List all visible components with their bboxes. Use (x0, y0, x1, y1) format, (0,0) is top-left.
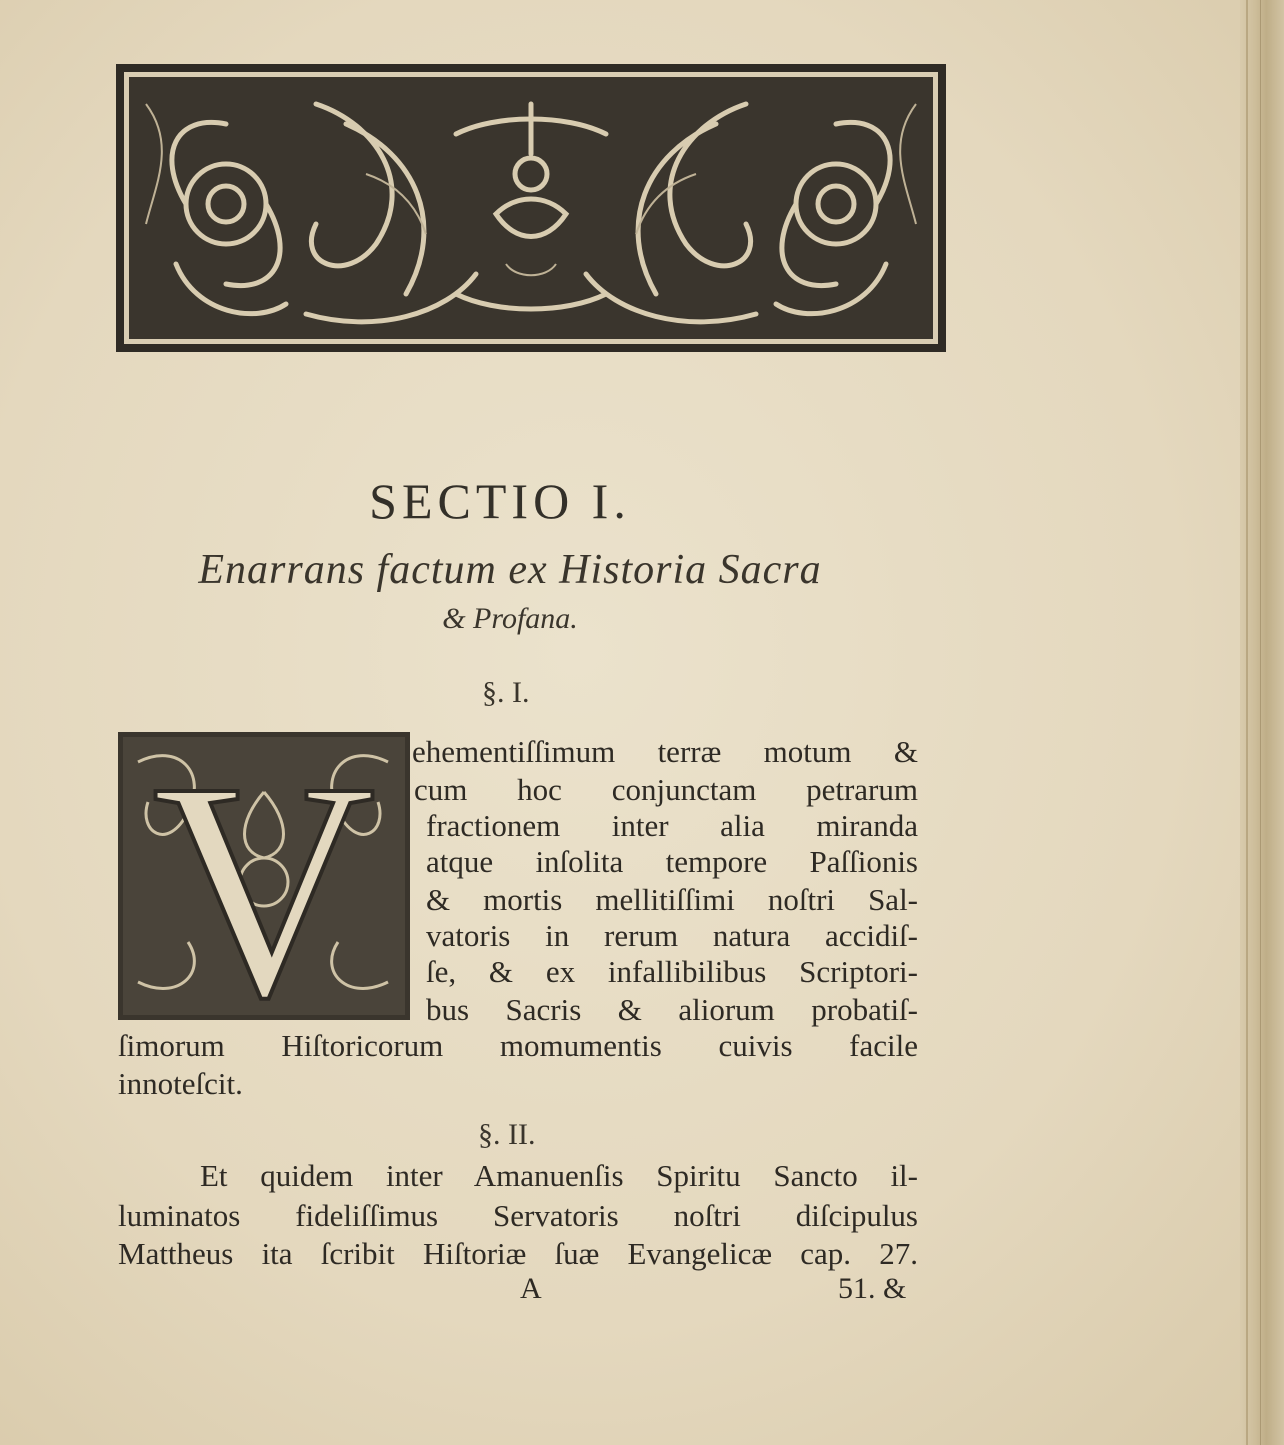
text-line: innoteſcit. (118, 1066, 243, 1101)
section-subtitle: Enarrans factum ex Historia Sacra (198, 547, 822, 593)
page-edge (1240, 0, 1284, 1445)
text-line: bus Sacris & aliorum probatiſ- (426, 992, 918, 1027)
text-line: ſe, & ex infallibilibus Scriptori- (426, 954, 918, 989)
ornamental-headpiece (116, 64, 946, 352)
paragraph-mark-2: §. II. (478, 1118, 536, 1151)
text-line: Mattheus ita ſcribit Hiſtoriæ ſuæ Evangelicæ cap. 27. (118, 1236, 918, 1271)
initial-letter: V (152, 732, 376, 1020)
text-line: Et quidem inter Amanuenſis Spiritu Sancto il- (200, 1158, 918, 1193)
text-line: vatoris in rerum natura accidiſ- (426, 918, 918, 953)
text-line: fractionem inter alia miranda (426, 808, 918, 843)
catchword: 51. & (838, 1272, 907, 1305)
text-line: luminatos fideliſſimus Servatoris noſtri diſcipulus (118, 1198, 918, 1233)
section-title: SECTIO I. (369, 473, 631, 529)
text-line: & mortis mellitiſſimi noſtri Sal- (426, 882, 918, 917)
signature-mark: A (520, 1272, 542, 1305)
text-line: ſimorum Hiſtoricorum momumentis cuivis facile (118, 1028, 918, 1063)
text-line: ehementiſſimum terræ motum & (412, 734, 918, 769)
text-line: atque inſolita tempore Paſſionis (426, 844, 918, 879)
section-subtitle-continued: & Profana. (442, 602, 578, 635)
decorated-initial-v (118, 732, 410, 1020)
text-line: cum hoc conjunctam petrarum (414, 772, 918, 807)
paragraph-mark-1: §. I. (482, 676, 530, 709)
